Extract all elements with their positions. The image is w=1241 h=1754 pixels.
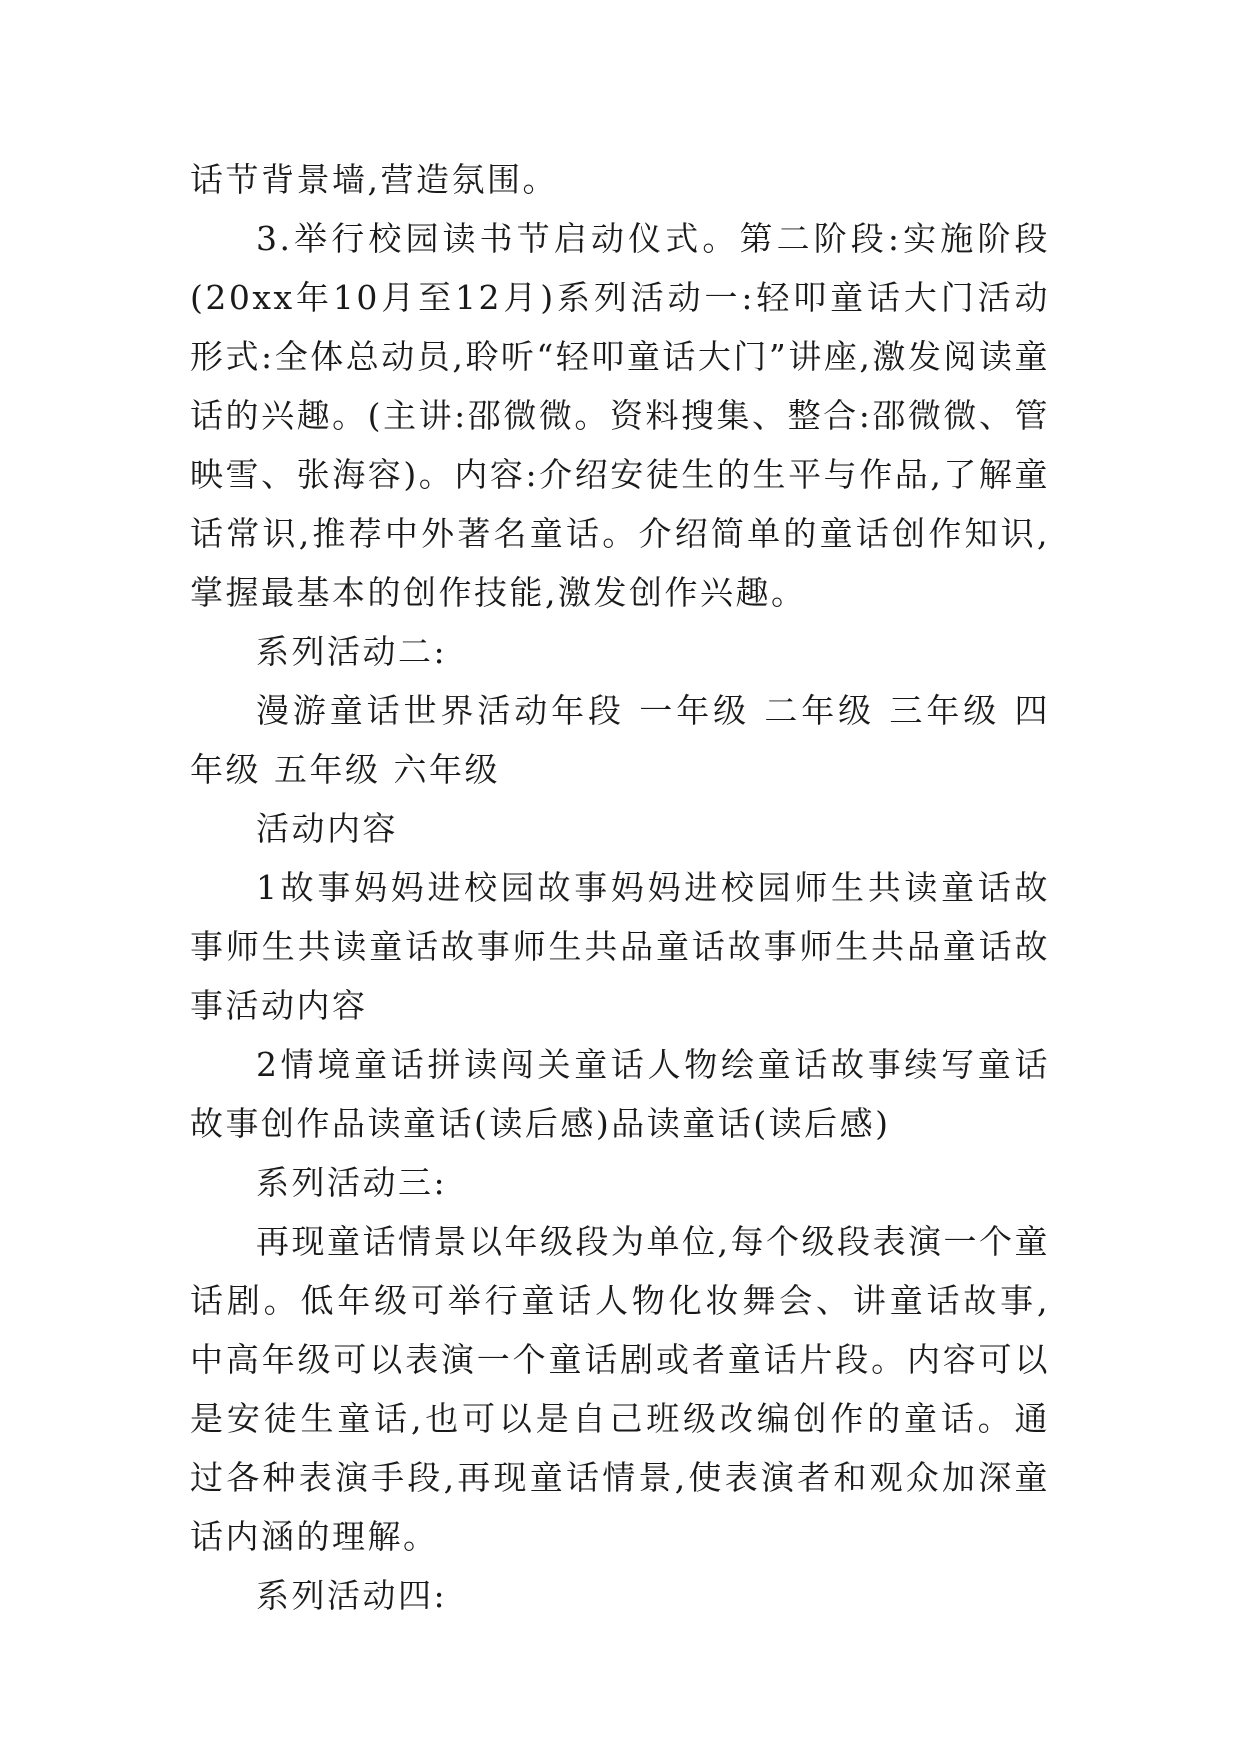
paragraph-2: 3.举行校园读书节启动仪式。第二阶段:实施阶段(20xx年10月至12月)系列活动一:轻叩童话大门活动形式:全体总动员,聆听“轻叩童话大门”讲座,激发阅读童话的兴趣。(主讲:邵微微。资料搜集、整合:邵微微、管映雪、张海容)。内容:介绍安徒生的生平与作品,了解童话常识,推荐中外著名童话。介绍简单的童话创作知识,掌握最基本的创作技能,激发创作兴趣。 — [190, 219, 1050, 612]
paragraph-3: 系列活动二: — [256, 632, 448, 671]
paragraph-6: 1故事妈妈进校园故事妈妈进校园师生共读童话故事师生共读童话故事师生共品童话故事师生共品童话故事活动内容 — [190, 868, 1050, 1025]
paragraph-9: 再现童话情景以年级段为单位,每个级段表演一个童话剧。低年级可举行童话人物化妆舞会、讲童话故事,中高年级可以表演一个童话剧或者童话片段。内容可以是安徒生童话,也可以是自己班级改编创作的童话。通过各种表演手段,再现童话情景,使表演者和观众加深童话内涵的理解。 — [190, 1222, 1050, 1556]
paragraph-4: 漫游童话世界活动年段 一年级 二年级 三年级 四年级 五年级 六年级 — [190, 691, 1050, 789]
paragraph-8: 系列活动三: — [256, 1163, 448, 1202]
paragraph-1: 话节背景墙,营造氛围。 — [190, 160, 558, 199]
paragraph-5: 活动内容 — [256, 809, 398, 848]
paragraph-10: 系列活动四: — [256, 1576, 448, 1615]
paragraph-7: 2情境童话拼读闯关童话人物绘童话故事续写童话故事创作品读童话(读后感)品读童话(读后感) — [190, 1045, 1050, 1143]
document-body — [190, 150, 1050, 1625]
